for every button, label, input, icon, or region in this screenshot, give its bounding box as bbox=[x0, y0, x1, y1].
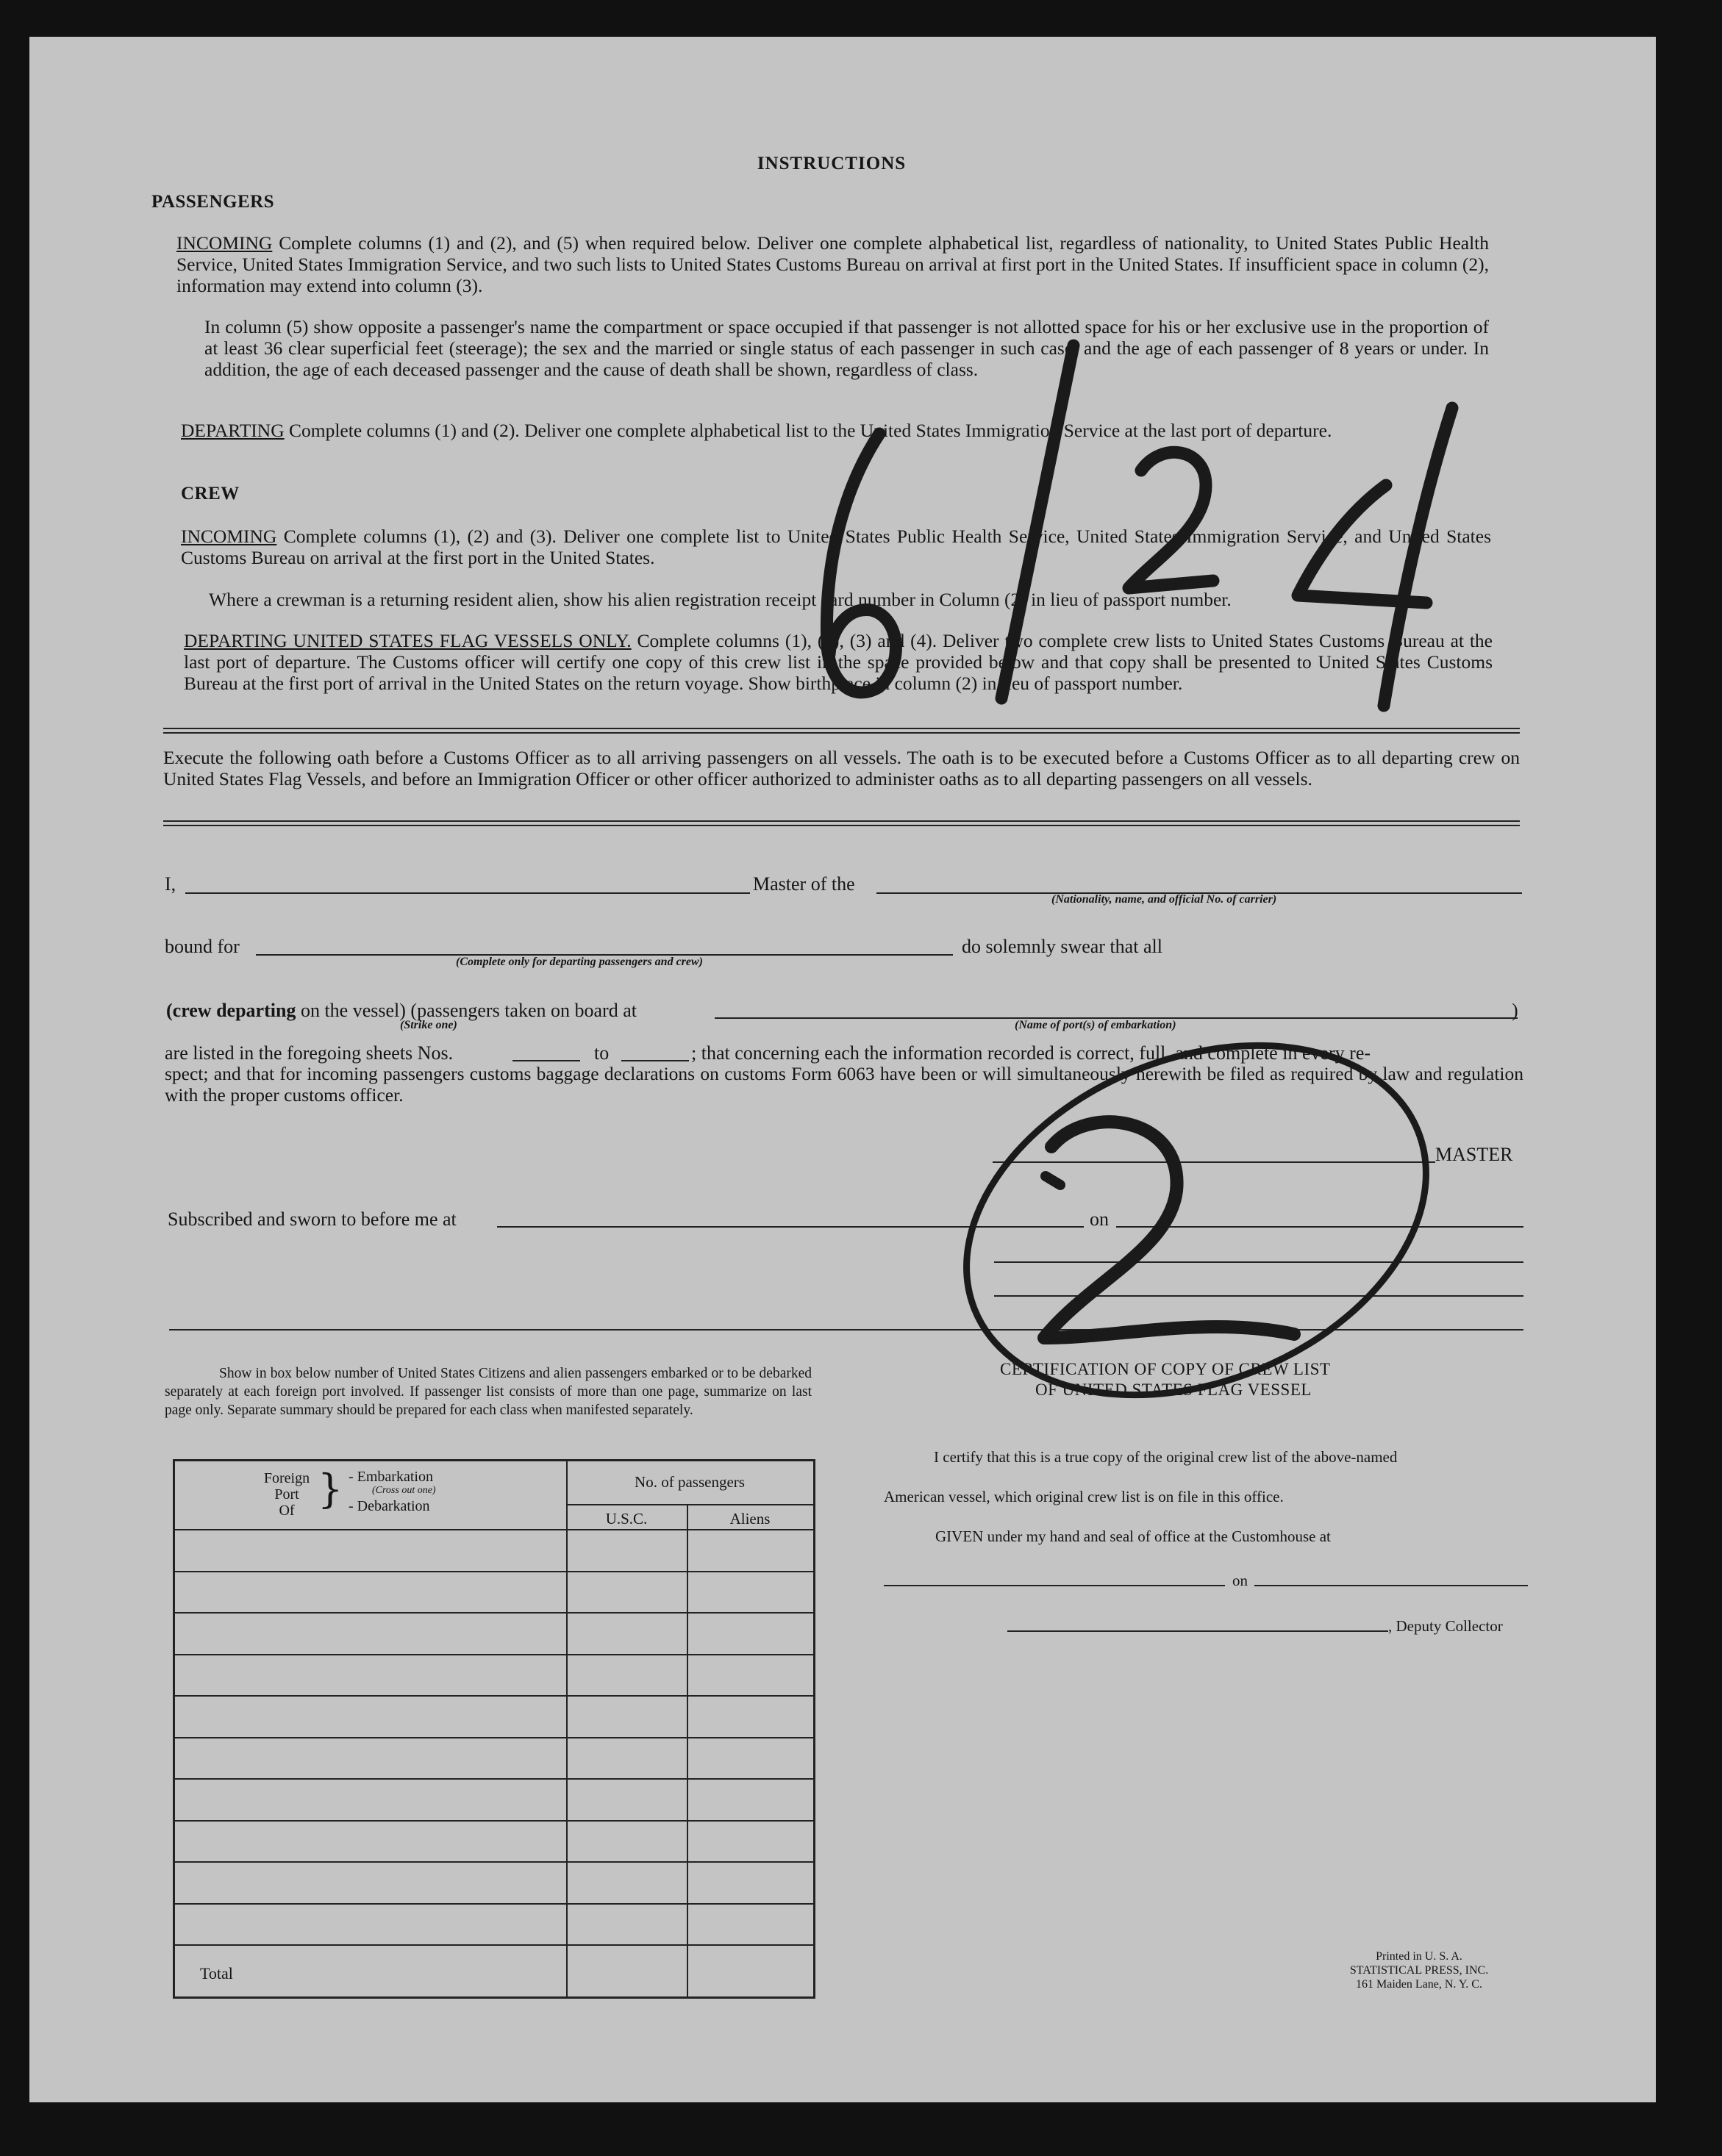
crew-incoming-text: Complete columns (1), (2) and (3). Deliver one complete list to United States Public Health Service, United States Immigration Service, and United States Customs Bureau on arrival at the first port in the United States. bbox=[181, 526, 1491, 568]
sworn-on-label: on bbox=[1090, 1208, 1109, 1230]
listed-rest-text: spect; and that for incoming passengers customs baggage declarations on customs Form 6063 have been or will simultaneously herewith be filed as required by law and regulation with the proper customs officer. bbox=[165, 1063, 1523, 1106]
subscribed-label: Subscribed and sworn to before me at bbox=[168, 1208, 457, 1230]
table-row[interactable] bbox=[175, 1944, 813, 1946]
passengers-heading: PASSENGERS bbox=[151, 192, 275, 212]
divider bbox=[163, 728, 1520, 729]
bound-for-label: bound for bbox=[165, 936, 240, 957]
table-row[interactable] bbox=[175, 1861, 813, 1863]
master-name-field[interactable] bbox=[185, 892, 750, 894]
on-the-vessel-text: on the vessel) bbox=[300, 1000, 406, 1021]
crew-returning-instruction: Where a crewman is a returning resident alien, show his alien registration receipt card number in Column (2) in lieu of passport number. bbox=[209, 589, 1232, 610]
listed-sheets-text-b: ; that concerning each the information recorded is correct, full, and complete in every re- bbox=[691, 1042, 1371, 1064]
foreign-label: Foreign bbox=[263, 1470, 310, 1486]
listed-to-label: to bbox=[594, 1042, 610, 1064]
table-row[interactable] bbox=[175, 1571, 813, 1572]
oath-i-label: I, bbox=[165, 873, 176, 895]
of-label: Of bbox=[279, 1503, 295, 1519]
table-row[interactable] bbox=[175, 1612, 813, 1614]
printer-imprint bbox=[1309, 1949, 1529, 1991]
passengers-departing-label: DEPARTING bbox=[181, 420, 285, 441]
port-note: (Name of port(s) of embarkation) bbox=[1015, 1019, 1176, 1031]
crew-incoming-instruction bbox=[181, 526, 1491, 568]
divider bbox=[169, 1329, 1523, 1331]
foreign-port-header bbox=[257, 1470, 316, 1519]
total-label: Total bbox=[200, 1964, 233, 1983]
customhouse-field[interactable] bbox=[884, 1585, 1225, 1586]
table-header-divider bbox=[566, 1504, 813, 1505]
debarkation-option[interactable]: - Debarkation bbox=[349, 1498, 430, 1514]
solemnly-swear-text: do solemnly swear that all bbox=[962, 936, 1162, 957]
master-label: MASTER bbox=[1435, 1144, 1513, 1165]
printer-line-1: Printed in U. S. A. bbox=[1376, 1950, 1462, 1963]
complete-only-note: (Complete only for departing passengers and crew) bbox=[456, 956, 703, 968]
brace: } bbox=[318, 1466, 343, 1512]
cert-on-label: on bbox=[1232, 1572, 1248, 1589]
table-col-divider bbox=[687, 1504, 688, 1996]
table-row[interactable] bbox=[175, 1695, 813, 1697]
deputy-collector-label: , Deputy Collector bbox=[1388, 1617, 1503, 1635]
oath-instruction: Execute the following oath before a Customs Officer as to all arriving passengers on all vessels. The oath is to be executed before a Customs Officer as to all departing crew on United States Flag Vessels, and before an Immigration Officer or other officer authorized to administer oaths as to all departing passengers on all vessels. bbox=[163, 747, 1520, 789]
listed-sheets-text-a: are listed in the foregoing sheets Nos. bbox=[165, 1042, 454, 1064]
sworn-place-field[interactable] bbox=[497, 1226, 1084, 1228]
crew-passengers-line bbox=[166, 1000, 637, 1021]
port-label: Port bbox=[274, 1486, 299, 1503]
passengers-incoming-text: Complete columns (1) and (2), and (5) when required below. Deliver one complete alphabetical list, regardless of nationality, to United States Public Health Service, United States Immigration Service, and two such lists to United States Customs Bureau on arrival at first port in the United States. If insufficient space in column (2), information may extend into column (3). bbox=[176, 232, 1490, 296]
sworn-date-field[interactable] bbox=[1116, 1226, 1523, 1228]
official-signature-field-1[interactable] bbox=[994, 1261, 1523, 1263]
deputy-collector-signature[interactable] bbox=[1007, 1630, 1388, 1632]
crew-departing-instruction bbox=[184, 630, 1493, 694]
official-signature-field-2[interactable] bbox=[994, 1295, 1523, 1297]
sheets-to-field[interactable] bbox=[621, 1060, 689, 1061]
aliens-header: Aliens bbox=[729, 1510, 771, 1528]
table-col-divider bbox=[566, 1461, 568, 1996]
certification-title-1: CERTIFICATION OF COPY OF CREW LIST bbox=[1000, 1360, 1331, 1378]
table-row[interactable] bbox=[175, 1737, 813, 1738]
given-text: GIVEN under my hand and seal of office at the Customhouse at bbox=[935, 1528, 1331, 1545]
master-signature-field[interactable] bbox=[993, 1161, 1435, 1163]
printer-line-3: 161 Maiden Lane, N. Y. C. bbox=[1356, 1978, 1482, 1991]
divider bbox=[163, 820, 1520, 822]
divider bbox=[163, 732, 1520, 734]
page-title: INSTRUCTIONS bbox=[757, 154, 907, 173]
crew-heading: CREW bbox=[181, 484, 240, 504]
certification-title-2: OF UNITED STATES FLAG VESSEL bbox=[1035, 1380, 1312, 1399]
sheets-from-field[interactable] bbox=[512, 1060, 580, 1061]
passengers-departing-text: Complete columns (1) and (2). Deliver one complete alphabetical list to the United States Immigration Service at the last port of departure. bbox=[289, 420, 1332, 441]
certify-text-2: American vessel, which original crew list is on file in this office. bbox=[884, 1488, 1284, 1505]
nationality-note: (Nationality, name, and official No. of carrier) bbox=[1051, 893, 1277, 906]
table-row[interactable] bbox=[175, 1654, 813, 1655]
table-row[interactable] bbox=[175, 1529, 813, 1530]
table-row[interactable] bbox=[175, 1778, 813, 1780]
embarkation-option[interactable]: - Embarkation bbox=[349, 1469, 433, 1485]
master-of-the-label: Master of the bbox=[753, 873, 855, 895]
passengers-column5-instruction: In column (5) show opposite a passenger's name the compartment or space occupied if that passenger is not allotted space for his or her exclusive use in the proportion of at least 36 clear superficial feet (steerage); the sex and the married or single status of each passenger in such case; and the age of each passenger of 8 years or under. In addition, the age of each deceased passenger and the cause of death shall be shown, regardless of class. bbox=[204, 316, 1489, 380]
summary-instruction: Show in box below number of United States Citizens and alien passengers embarked or to be debarked separately at each foreign port involved. If passenger list consists of more than one page, summarize on last page only. Separate summary should be prepared for each class when manifested separately. bbox=[165, 1366, 812, 1418]
cross-out-note: (Cross out one) bbox=[372, 1485, 436, 1496]
cert-date-field[interactable] bbox=[1254, 1585, 1528, 1586]
certify-text-1: I certify that this is a true copy of the original crew list of the above-named bbox=[934, 1448, 1398, 1466]
table-row[interactable] bbox=[175, 1903, 813, 1905]
printer-line-2: STATISTICAL PRESS, INC. bbox=[1349, 1964, 1489, 1977]
close-paren: ) bbox=[1512, 1000, 1518, 1021]
crew-departing-option[interactable]: (crew departing bbox=[166, 1000, 296, 1021]
passengers-taken-option[interactable]: (passengers taken on board at bbox=[410, 1000, 637, 1021]
crew-incoming-label: INCOMING bbox=[181, 526, 277, 547]
crew-departing-label: DEPARTING UNITED STATES FLAG VESSELS ONLY. bbox=[184, 630, 632, 651]
passengers-incoming-instruction bbox=[176, 232, 1489, 296]
strike-one-note: (Strike one) bbox=[400, 1019, 457, 1031]
passenger-summary-table bbox=[173, 1459, 815, 1999]
divider bbox=[163, 825, 1520, 826]
passengers-departing-instruction bbox=[181, 420, 1489, 441]
no-of-passengers-header: No. of passengers bbox=[635, 1473, 745, 1491]
usc-header: U.S.C. bbox=[605, 1510, 648, 1528]
crew-departing-text: Complete columns (1), (2), (3) and (4). Deliver two complete crew lists to United States Customs Bureau at the last port of departure. The Customs officer will certify one copy of this crew list in the space provided below and that copy shall be presented to United States Customs Bureau at the first port of arrival in the United States on the return voyage. Show birthplace in column (2) in lieu of passport number. bbox=[184, 630, 1493, 694]
table-row[interactable] bbox=[175, 1820, 813, 1822]
passengers-incoming-label: INCOMING bbox=[176, 232, 273, 254]
